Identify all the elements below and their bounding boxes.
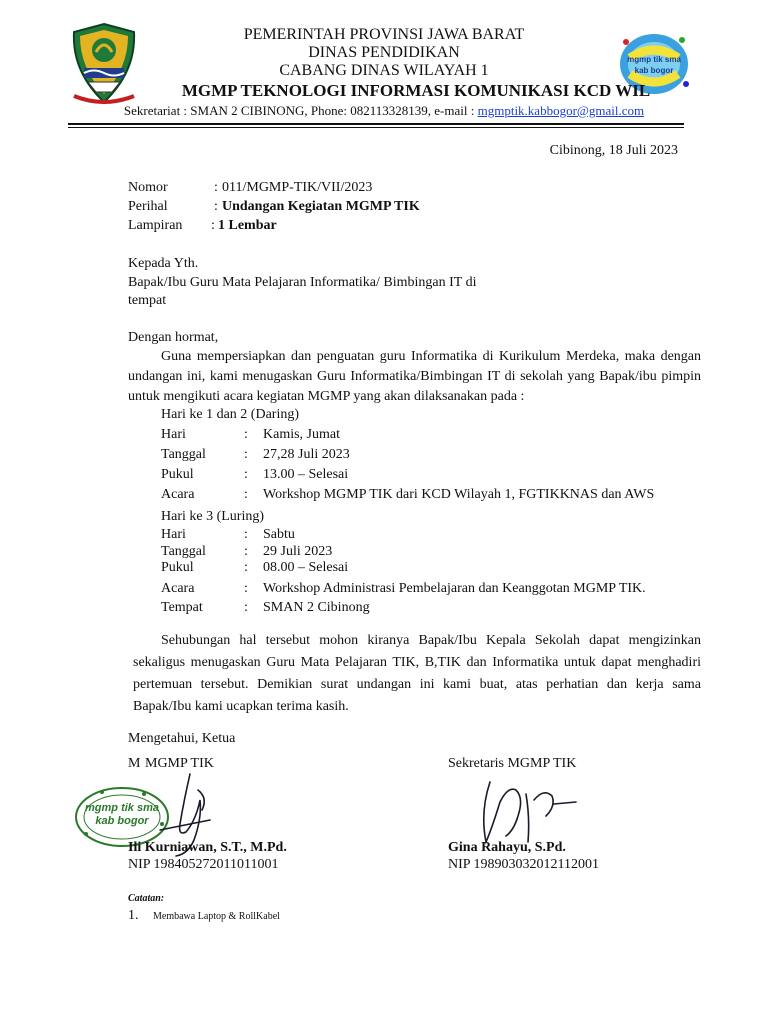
schedule-day12-sep-hari: : — [244, 427, 248, 442]
schedule-day3-value-acara: Workshop Administrasi Pembelajaran dan Keanggotan MGMP TIK. — [263, 581, 646, 596]
schedule-day12-value-acara: Workshop MGMP TIK dari KCD Wilayah 1, FGTIKKNAS dan AWS — [263, 487, 655, 502]
signature-right-name: Gina Rahayu, S.Pd. — [448, 840, 566, 855]
schedule-day3-label-pukul: Pukul — [161, 560, 194, 575]
meta-value-lampiran: 1 Lembar — [218, 218, 277, 233]
closing-paragraph: Sehubungan hal tersebut mohon kiranya Bapak/Ibu Kepala Sekolah dapat mengizinkan sekaligus menugaskan Guru Mata Pelajaran TIK, B,TIK dan Informatika untuk dapat menghadiri pertemuan tersebut. Demikian surat undangan ini kami buat, atas perhatian dan kerja sama Bapak/Ibu kami ucapkan terima kasih. — [133, 633, 701, 714]
meta-value-nomor: 011/MGMP-TIK/VII/2023 — [222, 180, 373, 195]
signature-left-name: Ili Kurniawan, S.T., M.Pd. — [128, 840, 287, 855]
schedule-day12-sep-tanggal: : — [244, 447, 248, 462]
recipient-line-2: Bapak/Ibu Guru Mata Pelajaran Informatika/ Bimbingan IT di — [128, 275, 477, 290]
header-line-department: DINAS PENDIDIKAN — [308, 44, 460, 61]
schedule-day3-value-tempat: SMAN 2 Cibinong — [263, 600, 370, 615]
greeting: Dengan hormat, — [128, 330, 219, 345]
header-address — [0, 103, 768, 119]
recipient-line-1: Kepada Yth. — [128, 256, 199, 271]
schedule-day12-label-hari: Hari — [161, 427, 186, 442]
schedule-day12-sep-acara: : — [244, 487, 248, 502]
notes-item-number: 1. — [128, 908, 139, 923]
header-rule-thick — [68, 123, 684, 125]
mgmp-logo-text: mgmp tik sma kab bogor — [627, 55, 681, 75]
schedule-day3-title: Hari ke 3 (Luring) — [161, 509, 265, 524]
schedule-day12-label-tanggal: Tanggal — [161, 447, 206, 462]
meta-sep-lampiran: : — [211, 218, 215, 233]
schedule-day12-sep-pukul: : — [244, 467, 248, 482]
schedule-day3-label-tanggal: Tanggal — [161, 544, 206, 559]
schedule-day3-sep-hari: : — [244, 527, 248, 542]
schedule-day12-label-acara: Acara — [161, 487, 195, 502]
signature-left-title: MGMP TIK — [145, 756, 214, 771]
schedule-day3-sep-pukul: : — [244, 560, 248, 575]
schedule-day3-label-tempat: Tempat — [161, 600, 203, 615]
schedule-day12-value-hari: Kamis, Jumat — [263, 427, 340, 442]
header-rule-thin — [68, 127, 684, 128]
notes-title: Catatan: — [128, 893, 165, 904]
schedule-day3-value-tanggal: 29 Juli 2023 — [263, 544, 333, 559]
schedule-day12-value-tanggal: 27,28 Juli 2023 — [263, 447, 350, 462]
schedule-day12-title: Hari ke 1 dan 2 (Daring) — [161, 407, 300, 422]
meta-label-perihal: Perihal — [128, 199, 168, 214]
recipient-line-3: tempat — [128, 293, 167, 308]
signature-right-nip: NIP 198903032012112001 — [448, 857, 600, 872]
signature-left-known: Mengetahui, Ketua — [128, 731, 236, 746]
signature-right-title: Sekretaris MGMP TIK — [448, 756, 577, 771]
address-text: Sekretariat : SMAN 2 CIBINONG, Phone: 082113328139, e-mail : — [123, 103, 478, 118]
meta-label-nomor: Nomor — [128, 180, 168, 195]
notes-item-text: Membawa Laptop & RollKabel — [153, 911, 280, 922]
meta-sep-perihal: : — [214, 199, 218, 214]
schedule-day3-sep-acara: : — [244, 581, 248, 596]
header-line-province: PEMERINTAH PROVINSI JAWA BARAT — [243, 26, 525, 43]
schedule-day3-label-acara: Acara — [161, 581, 195, 596]
stamp-text: mgmp tik sma kab bogor — [85, 802, 159, 827]
signature-left-nip: NIP 198405272011011001 — [128, 857, 279, 872]
intro-paragraph: Guna mempersiapkan dan penguatan guru Informatika di Kurikulum Merdeka, maka dengan undangan ini, kami menugaskan Guru Informatika/Bimbingan IT di sekolah yang Bapak/ibu pimpin untuk mengikuti acara kegiatan MGMP yang akan dilaksanakan pada : — [128, 349, 701, 404]
schedule-day12-label-pukul: Pukul — [161, 467, 194, 482]
letter-date: Cibinong, 18 Juli 2023 — [549, 143, 678, 158]
header-line-organization: MGMP TEKNOLOGI INFORMASI KOMUNIKASI KCD WIL — [181, 81, 651, 100]
schedule-day3-value-pukul: 08.00 – Selesai — [263, 560, 349, 575]
schedule-day3-value-hari: Sabtu — [263, 527, 295, 542]
schedule-day3-sep-tanggal: : — [244, 544, 248, 559]
schedule-day12-value-pukul: 13.00 – Selesai — [263, 467, 349, 482]
schedule-day3-label-hari: Hari — [161, 527, 186, 542]
email-link[interactable]: mgmptik.kabbogor@gmail.com — [477, 103, 645, 118]
signature-left-prefix: M — [128, 756, 141, 771]
header-line-branch: CABANG DINAS WILAYAH 1 — [279, 62, 489, 79]
meta-label-lampiran: Lampiran — [128, 218, 183, 233]
meta-value-perihal: Undangan Kegiatan MGMP TIK — [222, 199, 420, 214]
schedule-day3-sep-tempat: : — [244, 600, 248, 615]
meta-sep-nomor: : — [214, 180, 218, 195]
